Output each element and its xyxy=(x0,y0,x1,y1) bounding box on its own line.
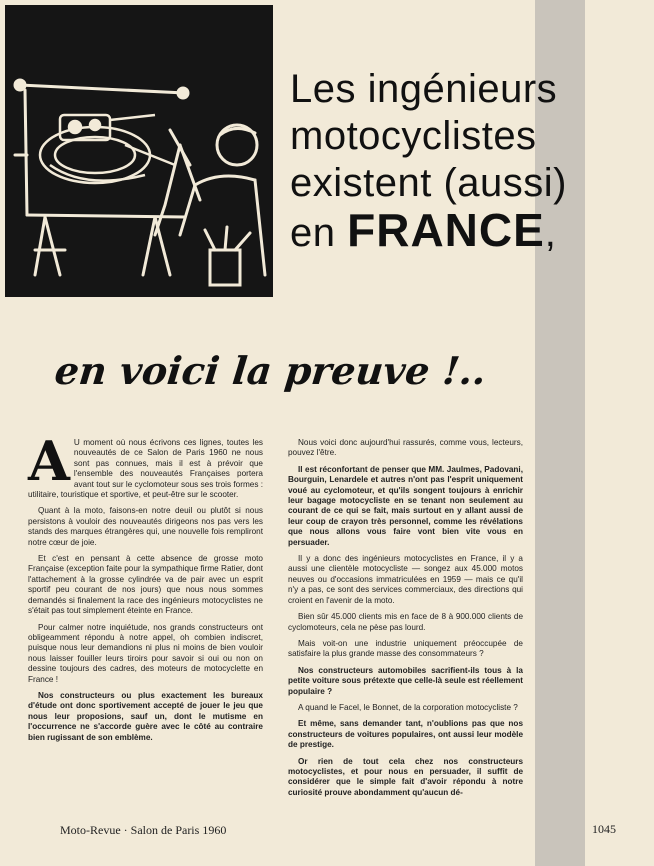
footer-publication: Moto-Revue · Salon de Paris 1960 xyxy=(60,823,227,837)
title-line-4 xyxy=(290,204,630,257)
title-comma: , xyxy=(544,211,557,255)
page-number: 1045 xyxy=(592,822,616,836)
title-line-1: Les ingénieurs xyxy=(290,67,558,111)
paragraph: Et même, sans demander tant, n'oublions pas que nos constructeurs de voitures populaires, ont aussi leur modèle de prestige. xyxy=(288,719,523,750)
paragraph: Pour calmer notre inquiétude, nos grands constructeurs ont obligeamment répondu à notre appel, oh combien indiscret, puisque nous leur demandions ni plus ni moins de bien vouloir nous laisser fouiller leurs tiroirs pour savoir si oui ou non on dessine toujours des cadres, des moteurs de motocyclette en France ! xyxy=(28,622,263,684)
paragraph: Nos constructeurs automobiles sacrifient-ils tous à la petite voiture sous prétexte que celle-là seule est réellement populaire ? xyxy=(288,665,523,696)
engineer-drawing-illustration xyxy=(5,5,273,297)
paragraph-text: U moment où nous écrivons ces lignes, toutes les nouveautés de ce Salon de Paris 1960 ne nous sont pas connues, mais il est à prévoir que l'ensemble des nouveautés Françaises portera avant tout sur le cyclomoteur sous ses trois formes : utilitaire, touristique et sportive, et peut-être sur le scooter. xyxy=(28,438,263,500)
paragraph: A quand le Facel, le Bonnet, de la corporation motocycliste ? xyxy=(298,702,518,712)
title-line-2: motocyclistes xyxy=(290,114,537,158)
paragraph: Il est réconfortant de penser que MM. Jaulmes, Padovani, Bourguin, Lenardele et autres n'ont pas l'esprit uniquement voué au cyclomoteur, et qu'ils songent toujours à enrichir leur bagage motocycliste en se tenant non seulement au courant de ce qui se fait, mais surtout en y allant aussi de leur coup de crayon très personnel, comme les révélations que nous allons vous faire vont bien vite vous en persuader. xyxy=(288,464,523,547)
paragraph xyxy=(28,429,263,500)
article-subtitle: en voici la preuve !.. xyxy=(52,348,489,393)
paragraph: Nous voici donc aujourd'hui rassurés, comme vous, lecteurs, pouvez l'être. xyxy=(288,438,523,458)
article-title xyxy=(290,66,630,257)
paragraph: Il y a donc des ingénieurs motocyclistes en France, il y a aussi une clientèle motocycliste — songez aux 45.000 motos neuves ou d'occasions immatriculées en 1959 — mais ce qu'il n'y a pas, ce sont des services commerciaux, des directions qui croient en l'avenir de la moto. xyxy=(288,554,523,605)
title-en: en xyxy=(290,211,336,255)
paragraph: Nos constructeurs ou plus exactement les bureaux d'étude ont donc sportivement accepté de jouer le jeu que nous leur proposions, sauf un, dont le mutisme en l'occurrence ne s'accorde guère avec le côté au contraire bien rugissant de son emblème. xyxy=(28,690,263,742)
paragraph: Et c'est en pensant à cette absence de grosse moto Française (exception faite pour la sympathique firme Ratier, dont l'attachement à la grosse cylindrée va de pair avec un esprit sportif peu courant de nos jours) que nous nous sommes demandés si finalement la race des ingénieurs motocyclistes ne s'était pas tout simplement éteinte en France. xyxy=(28,554,263,616)
paragraph: Or rien de tout cela chez nos constructeurs motocyclistes, et pour nous en persuader, il suffit de considérer que le simple fait d'avoir répondu à notre curiosité prouve abondamment qu'aucun dé- xyxy=(288,756,523,797)
text-column-2 xyxy=(288,438,523,804)
title-france: FRANCE xyxy=(347,204,545,256)
drop-cap: A xyxy=(28,429,70,493)
paragraph: Mais voit-on une industrie uniquement préoccupée de satisfaire la plus grande masse des consommateurs ? xyxy=(288,638,523,659)
text-column-1 xyxy=(28,429,263,749)
title-line-3: existent (aussi) xyxy=(290,161,567,205)
paragraph: Bien sûr 45.000 clients mis en face de 8 à 900.000 clients de cyclomoteurs, cela ne pèse pas lourd. xyxy=(288,612,523,632)
paragraph: Quant à la moto, faisons-en notre deuil ou plutôt si nous persistons à vouloir des nouveautés dirigeons nos pas vers les stands des marques étrangères qui, une nouvelle fois rempliront notre cœur de joie. xyxy=(28,506,263,547)
